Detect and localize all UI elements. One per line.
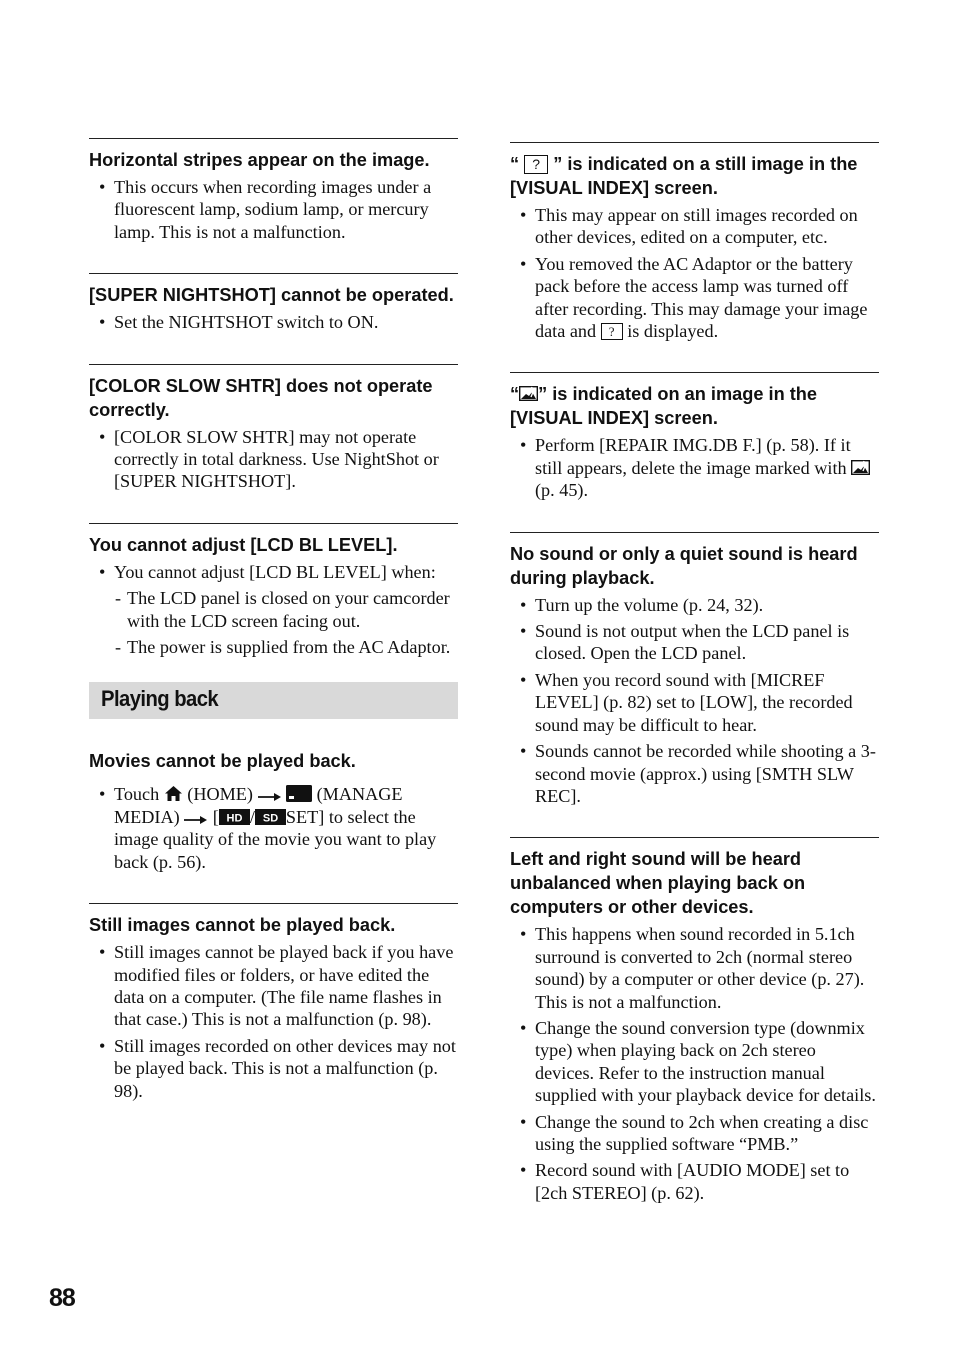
bullet-item: • You removed the AC Adaptor or the battery pack before the access lamp was turned off after recording. This may damage your image data and ? is displayed. — [510, 253, 879, 343]
dash-item: - The power is supplied from the AC Adaptor. — [89, 636, 458, 658]
section-still-images-cannot-play — [89, 903, 458, 1102]
bullet-item: • This may appear on still images recorded on other devices, edited on a computer, etc. — [510, 204, 879, 249]
section-heading: Still images cannot be played back. — [89, 915, 396, 936]
section-heading: You cannot adjust [LCD BL LEVEL]. — [89, 534, 398, 555]
section-heading: Movies cannot be played back. — [89, 751, 356, 772]
bullet-item: • Change the sound conversion type (downmix type) when playing back on 2ch stereo devices. Refer to the instruction manual supplied with your playback device for details. — [510, 1017, 879, 1107]
svg-text:HD: HD — [226, 812, 243, 825]
manage-media-icon — [286, 785, 312, 802]
dash-item: - The LCD panel is closed on your camcorder with the LCD screen facing out. — [89, 587, 458, 632]
bullet-item: • [COLOR SLOW SHTR] may not operate correctly in total darkness. Use NightShot or [SUPER NIGHTSHOT]. — [89, 426, 458, 493]
bullet-item: • Still images cannot be played back if you have modified files or folders, or have edited the data on a computer. (The file name flashes in that case.) This is not a malfunction (p. 98). — [89, 941, 458, 1031]
question-mark-icon: ? — [524, 155, 548, 174]
page-number: 88 — [49, 1284, 75, 1312]
home-icon — [164, 785, 183, 802]
bullet-item: • Turn up the volume (p. 24, 32). — [510, 594, 879, 616]
bullet-item: • You cannot adjust [LCD BL LEVEL] when: — [89, 561, 458, 583]
bullet-item: • Change the sound to 2ch when creating a disc using the supplied software “PMB.” — [510, 1111, 879, 1156]
section-heading: [SUPER NIGHTSHOT] cannot be operated. — [89, 285, 454, 306]
damaged-image-icon — [851, 460, 870, 475]
bullet-item: • This happens when sound recorded in 5.1ch surround is converted to 2ch (normal stereo sound) by a computer or other device (p. 27). This is not a malfunction. — [510, 923, 879, 1013]
bullet-item: • Set the NIGHTSHOT switch to ON. — [89, 311, 458, 333]
arrow-right-icon — [258, 792, 282, 802]
bullet-item: • Record sound with [AUDIO MODE] set to [2ch STEREO] (p. 62). — [510, 1159, 879, 1204]
right-column — [510, 142, 879, 1208]
section-heading: “ ? ” is indicated on a still image in the [VISUAL INDEX] screen. — [510, 154, 858, 198]
section-heading: Left and right sound will be heard unbalanced when playing back on computers or other devices. — [510, 849, 806, 918]
section-damaged-image — [510, 372, 879, 501]
section-super-nightshot — [89, 273, 458, 333]
section-heading: No sound or only a quiet sound is heard during playback. — [510, 543, 858, 588]
section-unbalanced-sound — [510, 837, 879, 1204]
hd-quality-icon — [219, 809, 250, 825]
bullet-item: • Still images recorded on other devices may not be played back. This is not a malfunction (p. 98). — [89, 1035, 458, 1102]
sd-quality-icon — [255, 809, 286, 825]
section-lcd-bl-level — [89, 523, 458, 659]
section-horizontal-stripes — [89, 138, 458, 243]
section-heading: [COLOR SLOW SHTR] does not operate correctly. — [89, 375, 433, 420]
arrow-right-icon — [184, 815, 208, 825]
section-question-mark-still — [510, 142, 879, 342]
bullet-item: • Touch (HOME) (MANAGE MEDIA) [ HD / SD SET] to select the image quality of the movie you want to play back (p. 56). — [89, 783, 458, 873]
chapter-title: Playing back — [101, 686, 219, 712]
bullet-item: • This occurs when recording images under a fluorescent lamp, sodium lamp, or mercury lamp. This is not a malfunction. — [89, 176, 458, 243]
section-no-sound — [510, 532, 879, 808]
bullet-item: • Perform [REPAIR IMG.DB F.] (p. 58). If it still appears, delete the image marked with (p. 45). — [510, 434, 879, 501]
bullet-item: • When you record sound with [MICREF LEVEL] (p. 82) set to [LOW], the recorded sound may be difficult to hear. — [510, 669, 879, 736]
section-color-slow-shtr — [89, 364, 458, 493]
section-movies-cannot-play — [89, 749, 458, 873]
question-mark-icon: ? — [601, 323, 623, 340]
chapter-band-playing-back — [89, 682, 458, 719]
damaged-image-icon — [519, 386, 538, 401]
section-heading: “ ” is indicated on an image in the [VISUAL INDEX] screen. — [510, 384, 818, 429]
svg-text:SD: SD — [262, 812, 279, 825]
section-heading: Horizontal stripes appear on the image. — [89, 150, 430, 170]
bullet-item: • Sounds cannot be recorded while shooting a 3-second movie (approx.) using [SMTH SLW REC]. — [510, 740, 879, 807]
bullet-item: • Sound is not output when the LCD panel is closed. Open the LCD panel. — [510, 620, 879, 665]
left-column — [89, 138, 458, 1106]
